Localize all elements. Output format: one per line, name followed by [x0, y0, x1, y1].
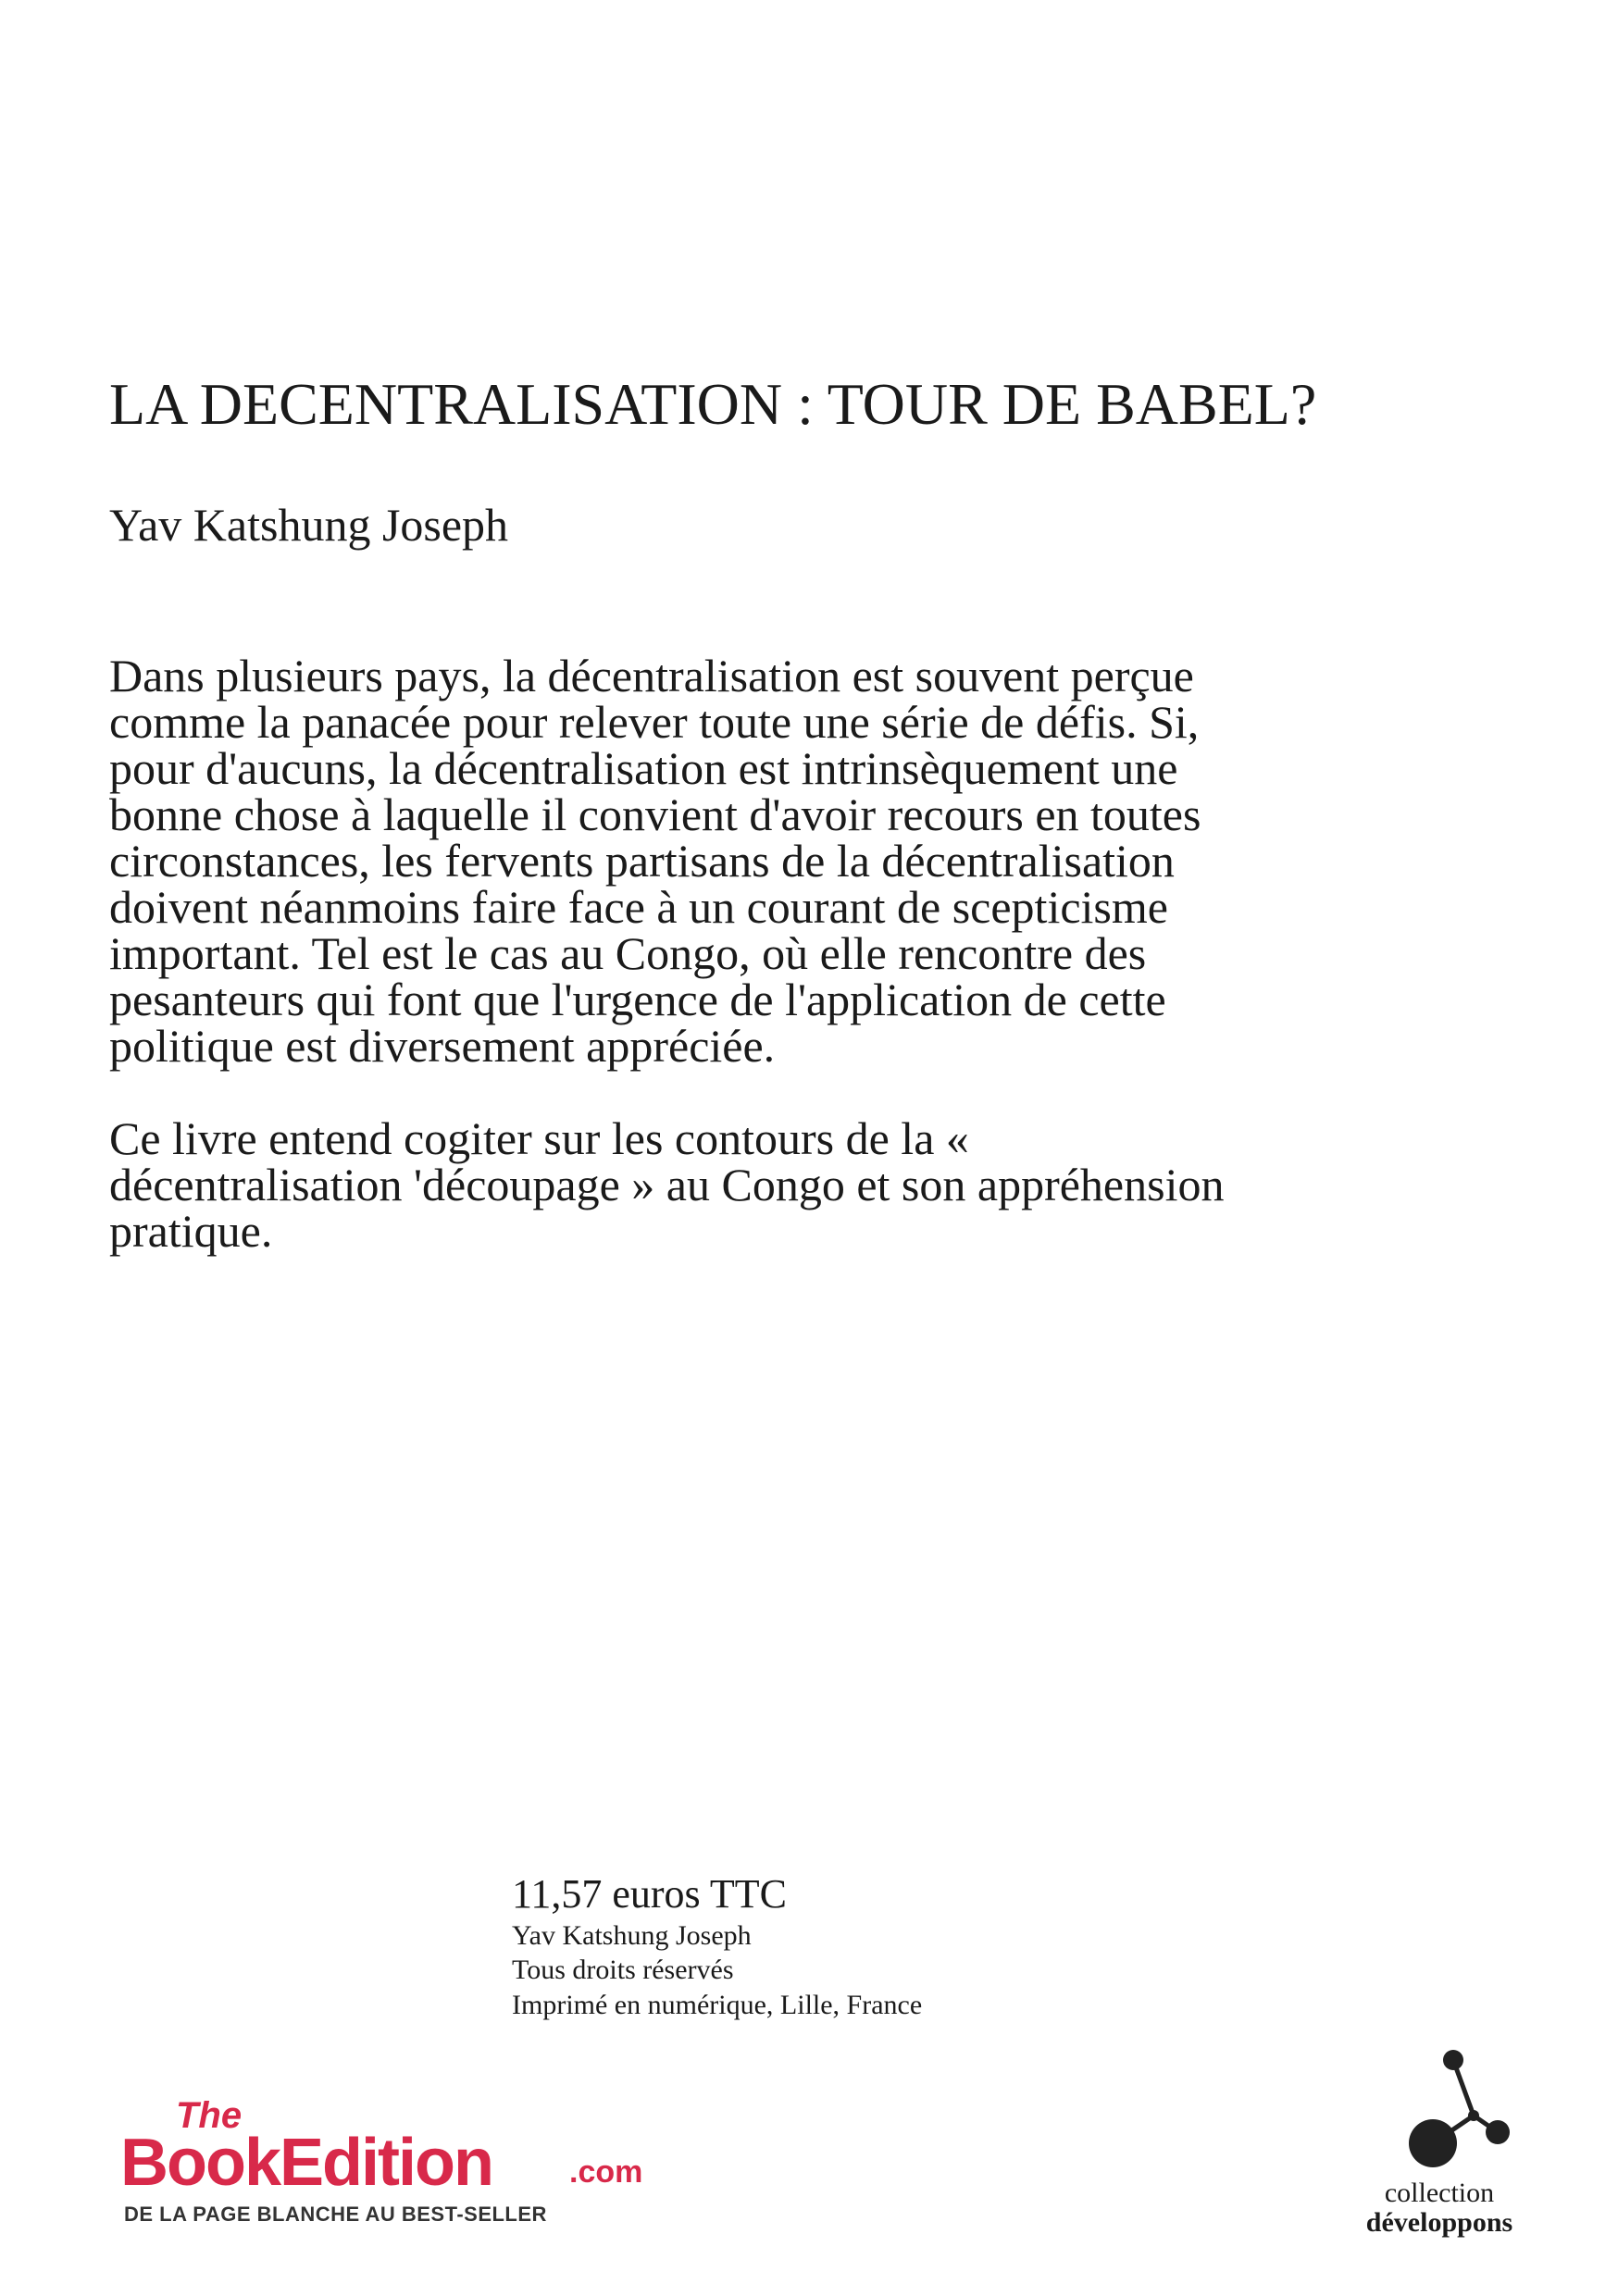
- collection-label-text: collection: [1384, 2178, 1495, 2208]
- publisher-logo-the: The: [176, 2095, 243, 2136]
- publisher-logo-domain: .com: [569, 2154, 643, 2190]
- book-author: Yav Katshung Joseph: [109, 499, 509, 551]
- book-summary: [109, 652, 1257, 1300]
- imprint-rights: Tous droits réservés: [512, 1955, 734, 1986]
- molecule-icon: [1381, 2045, 1511, 2179]
- imprint-author: Yav Katshung Joseph: [512, 1919, 752, 1951]
- collection-label: [1333, 2178, 1546, 2237]
- collection-name: développons: [1365, 2206, 1513, 2238]
- imprint-block: [512, 1871, 922, 2022]
- summary-paragraph: Dans plusieurs pays, la décentralisation est souvent perçue comme la panacée pour relever toute une série de défis. Si, pour d'aucuns, la décentralisation est intrinsèquement une bonne chose à laquelle il convient d'avoir recours en toutes circonstances, les fervents partisans de la décentralisation doivent néanmoins faire face à un courant de scepticisme important. Tel est le cas au Congo, où elle rencontre des pesanteurs qui font que l'urgence de l'application de cette politique est diversement appréciée.: [109, 650, 1201, 1072]
- publisher-logo: [120, 2095, 657, 2225]
- collection-mark: [1333, 2045, 1555, 2238]
- publisher-tagline: DE LA PAGE BLANCHE AU BEST-SELLER: [124, 2203, 547, 2226]
- book-title: LA DECENTRALISATION : TOUR DE BABEL?: [109, 371, 1317, 437]
- summary-paragraph: Ce livre entend cogiter sur les contours de la « décentralisation 'découpage » au Congo et son appréhension pratique.: [109, 1112, 1225, 1257]
- imprint-printing: Imprimé en numérique, Lille, France: [512, 1989, 923, 2020]
- price-label: 11,57 euros TTC: [512, 1871, 787, 1917]
- publisher-logo-name: BookEdition: [120, 2126, 492, 2200]
